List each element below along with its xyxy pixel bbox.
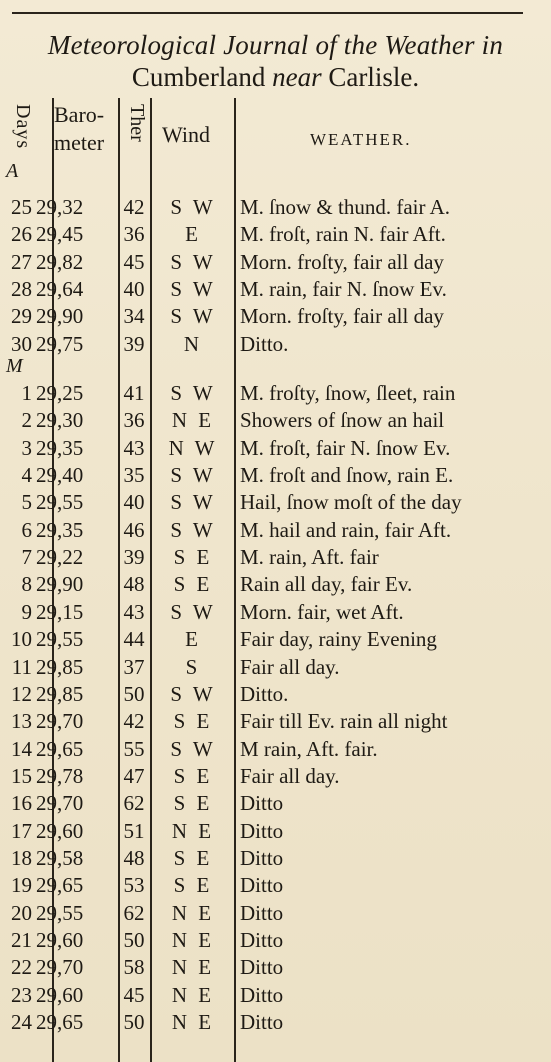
wind-cell: N E (171, 955, 215, 980)
header-thermometer: Ther (126, 104, 148, 142)
table-row (0, 517, 551, 544)
barometer-cell: 29,55 (36, 627, 84, 652)
barometer-cell: 29,85 (36, 654, 84, 679)
day-cell: 28 (11, 277, 32, 302)
weather-cell: Fair all day. (240, 654, 340, 679)
thermometer-cell: 37 (123, 654, 145, 679)
wind-cell: N E (171, 818, 215, 843)
wind-cell: S W (170, 490, 216, 515)
barometer-cell: 29,70 (36, 791, 84, 816)
weather-cell: Morn. froſty, fair all day (240, 304, 444, 329)
top-rule (12, 12, 523, 14)
wind-cell: S E (173, 545, 213, 570)
wind-cell: S E (173, 791, 213, 816)
weather-cell: Ditto. (240, 331, 289, 356)
weather-cell: Ditto (240, 873, 284, 898)
day-cell: 10 (11, 627, 32, 652)
day-cell: 22 (11, 955, 32, 980)
table-row (0, 462, 551, 489)
barometer-cell: 29,60 (36, 982, 84, 1007)
page-title: Meteorological Journal of the Weather in (47, 30, 504, 60)
weather-cell: M. ſnow & thund. fair A. (240, 195, 450, 219)
header-barometer-line2: meter (54, 130, 105, 155)
thermometer-cell: 36 (123, 222, 145, 247)
weather-cell: Fair day, rainy Evening (240, 627, 437, 652)
weather-cell: M. rain, Aft. fair (240, 545, 379, 570)
wind-cell: S E (173, 845, 213, 870)
barometer-cell: 29,70 (36, 709, 84, 734)
barometer-cell: 29,32 (36, 195, 84, 219)
header-weather: WEATHER. (310, 130, 412, 149)
day-cell: 7 (21, 545, 32, 570)
thermometer-cell: 55 (123, 736, 145, 761)
day-cell: 11 (11, 654, 32, 679)
day-cell: 12 (11, 681, 32, 706)
wind-cell: N E (171, 408, 215, 433)
thermometer-cell: 62 (123, 900, 145, 925)
wind-cell: S E (173, 763, 213, 788)
table-row (0, 380, 551, 407)
thermometer-cell: 50 (123, 681, 145, 706)
barometer-cell: 29,30 (36, 408, 84, 433)
day-cell: 13 (11, 709, 32, 734)
month-marker-may: M (6, 355, 23, 377)
header-days: Days (12, 104, 34, 150)
table-row (0, 900, 551, 927)
wind-cell: S W (170, 195, 216, 219)
weather-cell: Morn. fair, wet Aft. (240, 599, 404, 624)
barometer-cell: 29,40 (36, 463, 84, 488)
weather-cell: M. froſt and ſnow, rain E. (240, 463, 454, 488)
barometer-cell: 29,60 (36, 928, 84, 952)
table-row (0, 982, 551, 1009)
thermometer-cell: 40 (123, 277, 145, 302)
barometer-cell: 29,35 (36, 517, 84, 542)
weather-cell: Rain all day, fair Ev. (240, 572, 413, 597)
table-row (0, 194, 551, 221)
thermometer-cell: 45 (123, 982, 145, 1007)
day-cell: 21 (11, 928, 32, 952)
header-barometer (54, 101, 104, 157)
day-cell: 16 (11, 791, 32, 816)
barometer-cell: 29,70 (36, 955, 84, 980)
table-row (0, 276, 551, 303)
weather-cell: M rain, Aft. fair. (240, 736, 378, 761)
wind-cell: N W (168, 435, 218, 460)
day-cell: 27 (11, 249, 32, 274)
wind-cell: S W (170, 599, 216, 624)
wind-cell: E (185, 627, 201, 652)
day-cell: 14 (11, 736, 32, 761)
wind-cell: N E (171, 1010, 215, 1035)
weather-cell: Ditto (240, 791, 284, 816)
barometer-cell: 29,60 (36, 818, 84, 843)
barometer-cell: 29,15 (36, 599, 84, 624)
table-row (0, 954, 551, 981)
table-row (0, 599, 551, 626)
day-cell: 29 (11, 304, 32, 329)
table-row (0, 489, 551, 516)
barometer-cell: 29,90 (36, 304, 84, 329)
weather-cell: M. froſt, fair N. ſnow Ev. (240, 435, 451, 460)
barometer-cell: 29,65 (36, 1010, 84, 1035)
subtitle-place: Cumberland (131, 62, 266, 92)
barometer-cell: 29,65 (36, 873, 84, 898)
wind-cell: N E (171, 928, 215, 952)
table-row (0, 435, 551, 462)
weather-cell: M. froſty, ſnow, ſleet, rain (240, 381, 456, 405)
day-cell: 1 (21, 381, 32, 405)
weather-cell: Ditto (240, 1010, 284, 1035)
table-row (0, 1009, 551, 1036)
subtitle-near: near (272, 62, 322, 92)
wind-cell: S W (170, 517, 216, 542)
table-row (0, 249, 551, 276)
wind-cell: S W (170, 736, 216, 761)
weather-cell: Ditto (240, 900, 284, 925)
header-wind: Wind (162, 122, 210, 147)
day-cell: 2 (21, 408, 32, 433)
thermometer-cell: 46 (123, 517, 145, 542)
thermometer-cell: 42 (123, 709, 145, 734)
weather-cell: Ditto (240, 845, 284, 870)
table-row (0, 818, 551, 845)
day-cell: 24 (11, 1010, 32, 1035)
day-cell: 19 (11, 873, 32, 898)
header-barometer-line1: Baro- (54, 102, 105, 127)
barometer-cell: 29,90 (36, 572, 84, 597)
day-cell: 23 (11, 982, 32, 1007)
thermometer-cell: 48 (123, 845, 145, 870)
weather-cell: Ditto (240, 818, 284, 843)
wind-cell: S W (170, 381, 216, 405)
weather-cell: Hail, ſnow moſt of the day (240, 490, 462, 515)
wind-cell: S (185, 654, 201, 679)
thermometer-cell: 43 (123, 599, 145, 624)
wind-cell: N E (171, 982, 215, 1007)
day-cell: 26 (11, 222, 32, 247)
day-cell: 18 (11, 845, 32, 870)
thermometer-cell: 50 (123, 1010, 145, 1035)
wind-cell: S E (173, 709, 213, 734)
weather-cell: Fair all day. (240, 763, 340, 788)
wind-cell: S E (173, 873, 213, 898)
thermometer-cell: 42 (123, 195, 145, 219)
thermometer-cell: 34 (123, 304, 145, 329)
thermometer-cell: 39 (123, 545, 145, 570)
day-cell: 25 (11, 195, 32, 219)
wind-cell: S W (170, 681, 216, 706)
table-row (0, 845, 551, 872)
thermometer-cell: 36 (123, 408, 145, 433)
barometer-cell: 29,55 (36, 490, 84, 515)
thermometer-cell: 35 (123, 463, 145, 488)
wind-cell: N (183, 331, 203, 356)
table-row (0, 681, 551, 708)
wind-cell: S W (170, 304, 216, 329)
weather-cell: Ditto (240, 955, 284, 980)
barometer-cell: 29,64 (36, 277, 84, 302)
table-row (0, 571, 551, 598)
thermometer-cell: 43 (123, 435, 145, 460)
wind-cell: S W (170, 249, 216, 274)
wind-cell: S W (170, 463, 216, 488)
barometer-cell: 29,22 (36, 545, 84, 570)
barometer-cell: 29,65 (36, 736, 84, 761)
wind-cell: N E (171, 900, 215, 925)
weather-cell: Showers of ſnow an hail (240, 408, 445, 433)
table-row (0, 221, 551, 248)
table-row (0, 927, 551, 954)
table-row (0, 407, 551, 434)
day-cell: 6 (21, 517, 32, 542)
day-cell: 20 (11, 900, 32, 925)
day-cell: 3 (21, 435, 32, 460)
wind-cell: S W (170, 277, 216, 302)
month-marker-april: A (6, 160, 19, 182)
day-cell: 17 (11, 818, 32, 843)
table-row (0, 763, 551, 790)
table-row (0, 654, 551, 681)
table-row (0, 303, 551, 330)
weather-cell: Ditto. (240, 681, 289, 706)
barometer-cell: 29,58 (36, 845, 84, 870)
subtitle-town: Carlisle. (328, 62, 420, 92)
barometer-cell: 29,35 (36, 435, 84, 460)
wind-cell: S E (173, 572, 213, 597)
thermometer-cell: 51 (123, 818, 145, 843)
day-cell: 8 (21, 572, 32, 597)
barometer-cell: 29,82 (36, 249, 84, 274)
barometer-cell: 29,45 (36, 222, 84, 247)
thermometer-cell: 41 (123, 381, 145, 405)
thermometer-cell: 48 (123, 572, 145, 597)
day-cell: 4 (21, 463, 32, 488)
thermometer-cell: 62 (123, 791, 145, 816)
table-row (0, 872, 551, 899)
thermometer-cell: 58 (123, 955, 145, 980)
weather-cell: Ditto (240, 928, 284, 952)
weather-cell: Morn. froſty, fair all day (240, 249, 444, 274)
day-cell: 9 (21, 599, 32, 624)
table-row (0, 736, 551, 763)
weather-cell: Fair till Ev. rain all night (240, 709, 448, 734)
table-row (0, 331, 551, 358)
weather-cell: Ditto (240, 982, 284, 1007)
barometer-cell: 29,25 (36, 381, 84, 405)
day-cell: 5 (21, 490, 32, 515)
thermometer-cell: 40 (123, 490, 145, 515)
table-row (0, 544, 551, 571)
thermometer-cell: 53 (123, 873, 145, 898)
thermometer-cell: 44 (123, 627, 145, 652)
thermometer-cell: 50 (123, 928, 145, 952)
thermometer-cell: 39 (123, 331, 145, 356)
barometer-cell: 29,55 (36, 900, 84, 925)
thermometer-cell: 47 (123, 763, 145, 788)
barometer-cell: 29,85 (36, 681, 84, 706)
barometer-cell: 29,78 (36, 763, 84, 788)
table-row (0, 790, 551, 817)
barometer-cell: 29,75 (36, 331, 84, 356)
weather-cell: M. rain, fair N. ſnow Ev. (240, 277, 447, 302)
thermometer-cell: 45 (123, 249, 145, 274)
weather-cell: M. froſt, rain N. fair Aft. (240, 222, 446, 247)
table-row (0, 626, 551, 653)
weather-cell: M. hail and rain, fair Aft. (240, 517, 452, 542)
day-cell: 30 (11, 331, 32, 356)
table-row (0, 708, 551, 735)
page-subtitle (0, 62, 551, 93)
day-cell: 15 (11, 763, 32, 788)
wind-cell: E (185, 222, 201, 247)
